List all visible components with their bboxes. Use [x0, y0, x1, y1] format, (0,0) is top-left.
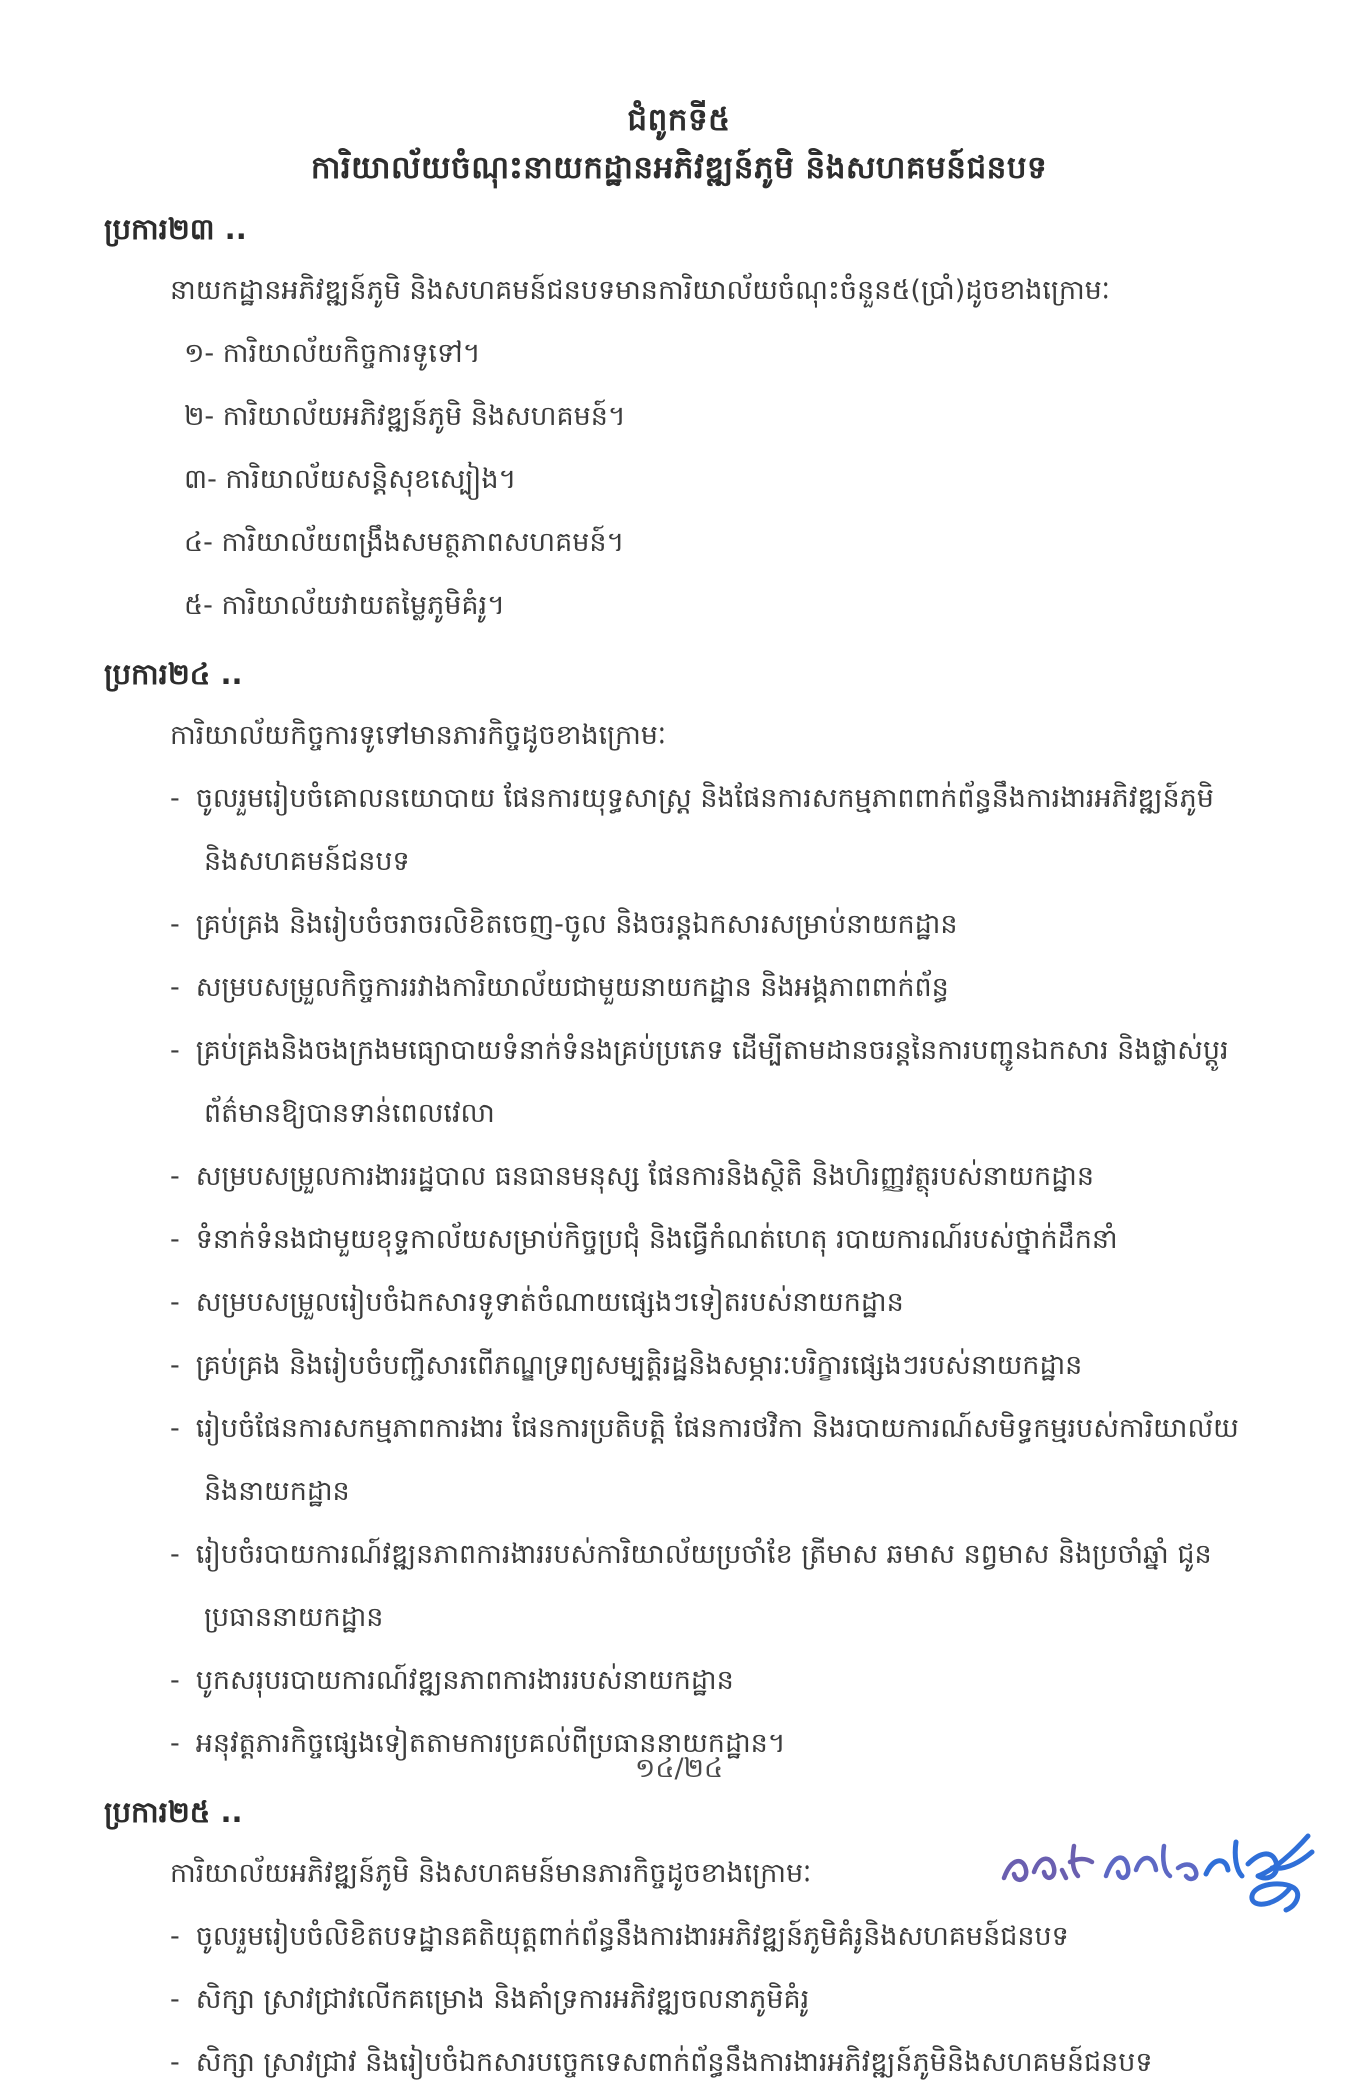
bullet-text: បូកសរុបរបាយការណ៍វឌ្ឍនភាពការងាររបស់នាយកដ្ឋាន [195, 1665, 734, 1696]
bullet-text: ទំនាក់ទំនងជាមួយខុទ្ទកាល័យសម្រាប់កិច្ចប្រជុំ និងធ្វើកំណត់ហេតុ របាយការណ៍របស់ថ្នាក់ដឹកនាំ [195, 1224, 1118, 1255]
section-intro: ការិយាល័យអភិវឌ្ឍន៍ភូមិ និងសហគមន៍មានភារកិច្ចដូចខាងក្រោមៈ [170, 1858, 812, 1889]
section-article-23 [104, 198, 1254, 637]
dash-marker: - [170, 1035, 180, 1066]
bullet-item [170, 1649, 1254, 1712]
dash-marker: - [170, 1350, 180, 1381]
bullet-item [170, 1523, 1254, 1649]
section-heading: ប្រការ២៥ .. [104, 1795, 243, 1829]
bullet-item [170, 1968, 1254, 2031]
bullet-text: គ្រប់គ្រង និងរៀបចំចរាចរលិខិតចេញ-ចូល និងចរន្តឯកសារសម្រាប់នាយកដ្ឋាន [195, 909, 958, 940]
bullet-item [170, 1271, 1254, 1334]
bullet-item [170, 1334, 1254, 1397]
dash-marker: - [170, 2047, 180, 2078]
bullet-text: ចូលរួមរៀបចំគោលនយោបាយ ផែនការយុទ្ធសាស្ត្រ និងផែនការសកម្មភាពពាក់ព័ន្ធនឹងការងារអភិវឌ្ឍន៍ភូមិនិងសហគមន៍ជនបទ [195, 783, 1214, 877]
section-heading: ប្រការ២៤ .. [104, 657, 243, 691]
bullet-text: អនុវត្តភារកិច្ចផ្សេងទៀតតាមការប្រគល់ពីប្រធាននាយកដ្ឋាន។ [195, 1728, 786, 1759]
page-number: ១៤/២៤ [634, 1753, 724, 1784]
signature-mid-stroke [1106, 1846, 1196, 1879]
page-subtitle: ការិយាល័យចំណុះនាយកដ្ឋានអភិវឌ្ឍន៍ភូមិ និងសហគមន៍ជនបទ [310, 150, 1048, 186]
dash-marker: - [170, 1224, 180, 1255]
office-list [184, 322, 1254, 637]
bullet-item [170, 2031, 1254, 2094]
dash-marker: - [170, 1539, 180, 1570]
bullet-text: គ្រប់គ្រងនិងចងក្រងមធ្យោបាយទំនាក់ទំនងគ្រប់ប្រភេទ ដើម្បីតាមដានចរន្តនៃការបញ្ជូនឯកសារ និងផ្លាស់ប្តូរព័ត៌មានឱ្យបានទាន់ពេលវេលា [195, 1035, 1229, 1129]
signature-flourish-loop [1252, 1884, 1298, 1910]
dash-marker: - [170, 1161, 180, 1192]
signature-right-stroke [1206, 1836, 1312, 1878]
section-intro: នាយកដ្ឋានអភិវឌ្ឍន៍ភូមិ និងសហគមន៍ជនបទមានការិយាល័យចំណុះចំនួន៥(ប្រាំ)ដូចខាងក្រោមៈ [170, 275, 1111, 306]
duties-list [170, 767, 1254, 1775]
dash-marker: - [170, 1665, 180, 1696]
dash-marker: - [170, 1728, 180, 1759]
bullet-text: សម្របសម្រួលការងាររដ្ឋបាល ធនធានមនុស្ស ផែនការនិងស្ថិតិ និងហិរញ្ញវត្ថុរបស់នាយកដ្ឋាន [195, 1161, 1094, 1192]
bullet-item [170, 893, 1254, 956]
bullet-item [170, 767, 1254, 893]
numbered-item: ២- ការិយាល័យអភិវឌ្ឍន៍ភូមិ និងសហគមន៍។ [184, 401, 626, 432]
bullet-text: សម្របសម្រួលរៀបចំឯកសារទូទាត់ចំណាយផ្សេងៗទៀតរបស់នាយកដ្ឋាន [195, 1287, 904, 1318]
bullet-item [170, 1208, 1254, 1271]
dash-marker: - [170, 1413, 180, 1444]
numbered-item: ៥- ការិយាល័យវាយតម្លៃភូមិគំរូ។ [184, 590, 505, 621]
dash-marker: - [170, 1287, 180, 1318]
section-article-24 [104, 643, 1254, 1775]
dash-marker: - [170, 1984, 180, 2015]
bullet-item [170, 1145, 1254, 1208]
bullet-text: សម្របសម្រួលកិច្ចការរវាងការិយាល័យជាមួយនាយកដ្ឋាន និងអង្គភាពពាក់ព័ន្ធ [195, 972, 949, 1003]
duties-list [170, 1905, 1254, 2094]
bullet-item [170, 1397, 1254, 1523]
bullet-text: សិក្សា ស្រាវជ្រាវលើកគម្រោង និងគាំទ្រការអភិវឌ្ឍចលនាភូមិគំរូ [195, 1984, 810, 2015]
section-intro: ការិយាល័យកិច្ចការទូទៅមានភារកិច្ចដូចខាងក្រោមៈ [170, 720, 667, 751]
dash-marker: - [170, 972, 180, 1003]
signature-left-stroke [1004, 1846, 1092, 1880]
dash-marker: - [170, 909, 180, 940]
numbered-item: ៤- ការិយាល័យពង្រឹងសមត្ថភាពសហគមន៍។ [184, 527, 625, 558]
numbered-item: ៣- ការិយាល័យសន្តិសុខស្បៀង។ [184, 464, 517, 495]
section-heading: ប្រការ២៣ .. [104, 212, 247, 246]
signature-handwriting [990, 1812, 1330, 1916]
dash-marker: - [170, 783, 180, 814]
dash-marker: - [170, 1921, 180, 1952]
bullet-text: គ្រប់គ្រង និងរៀបចំបញ្ជីសារពើភណ្ឌទ្រព្យសម្បត្តិរដ្ឋនិងសម្ភារៈបរិក្ខារផ្សេងៗរបស់នាយកដ្ឋាន [195, 1350, 1083, 1381]
bullet-text: សិក្សា ស្រាវជ្រាវ និងរៀបចំឯកសារបច្ចេកទេសពាក់ព័ន្ធនឹងការងារអភិវឌ្ឍន៍ភូមិនិងសហគមន៍ជនបទ [195, 2047, 1153, 2078]
numbered-item: ១- ការិយាល័យកិច្ចការទូទៅ។ [184, 338, 481, 369]
bullet-text: រៀបចំផែនការសកម្មភាពការងារ ផែនការប្រតិបត្តិ ផែនការថវិកា និងរបាយការណ៍សមិទ្ធកម្មរបស់ការិយាល័យ និងនាយកដ្ឋាន [195, 1413, 1239, 1507]
bullet-text: ចូលរួមរៀបចំលិខិតបទដ្ឋានគតិយុត្តពាក់ព័ន្ធនឹងការងារអភិវឌ្ឍន៍ភូមិគំរូនិងសហគមន៍ជនបទ [195, 1921, 1069, 1952]
bullet-item [170, 1019, 1254, 1145]
bullet-text: រៀបចំរបាយការណ៍វឌ្ឍនភាពការងាររបស់ការិយាល័យប្រចាំខែ ត្រីមាស ឆមាស នព្វមាស និងប្រចាំឆ្នាំ ជូនប្រធាននាយកដ្ឋាន [195, 1539, 1212, 1633]
page-title: ជំពូកទី៥ [627, 102, 731, 138]
bullet-item [170, 956, 1254, 1019]
